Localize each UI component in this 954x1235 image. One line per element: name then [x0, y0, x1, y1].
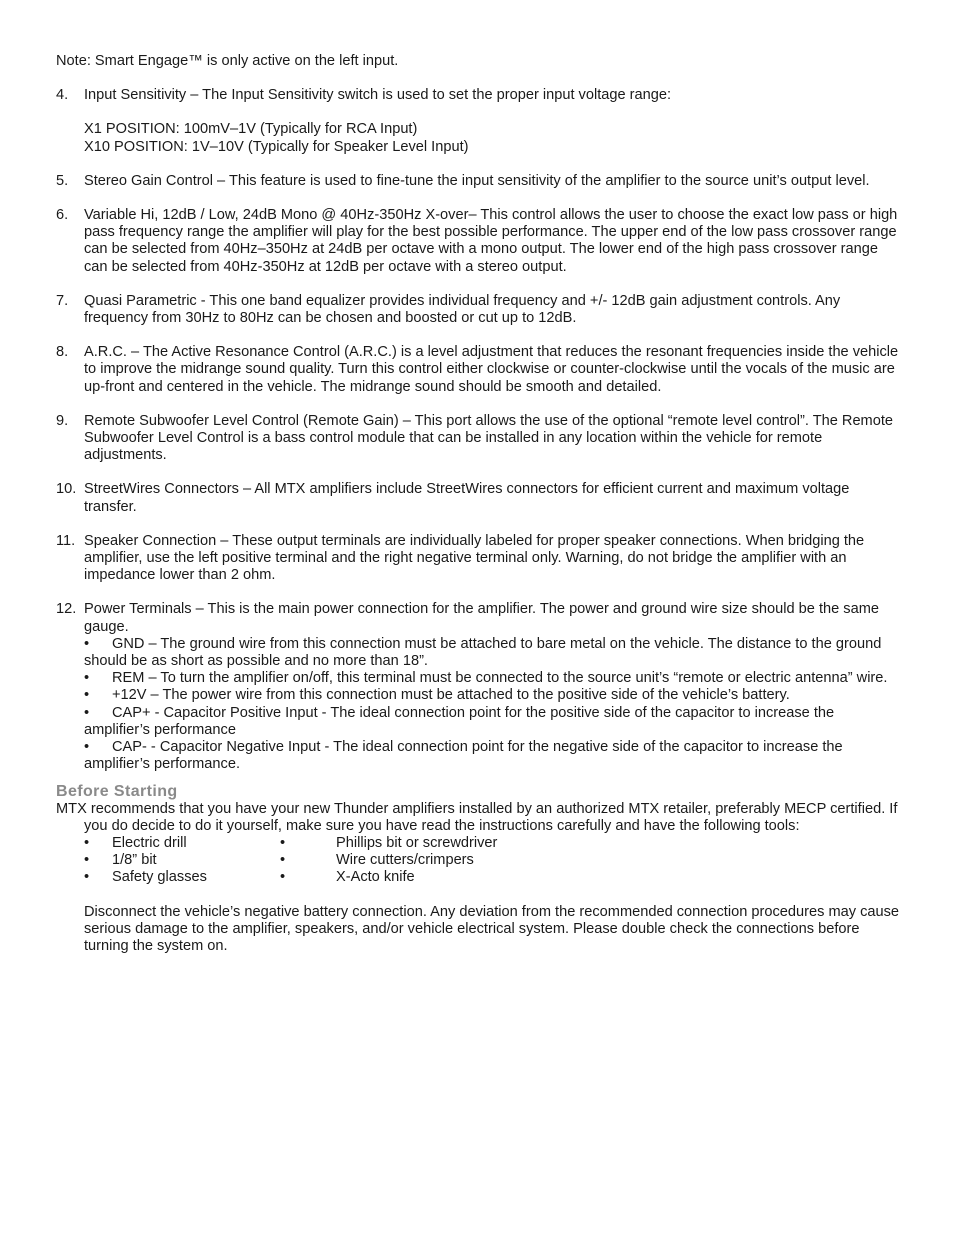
tool-item: Safety glasses	[112, 869, 207, 886]
item-text: Speaker Connection – These output terminals are individually labeled for proper speaker connections. When bridging the amplifier, use the left positive terminal and the right negative terminal only. Warning, do not bridge the amplifier with an impedance lower than 2 ohm.	[84, 532, 865, 584]
section-intro: MTX recommends that you have your new Thunder amplifiers installed by an authorized MTX retailer, preferably MECP certified. If you do decide to do it yourself, make sure you have read the instructions carefully and have the following tools:	[56, 800, 898, 834]
bullet-gnd	[84, 636, 901, 670]
tool-row	[84, 869, 901, 886]
x10-position: X10 POSITION: 1V–10V (Typically for Speaker Level Input)	[84, 138, 469, 155]
bullet-glyph: •	[84, 869, 90, 886]
bullet-cap-plus	[84, 705, 901, 739]
bullet-text: CAP+ - Capacitor Positive Input - The ideal connection point for the positive side of the capacitor to increase the amplifier’s performance	[84, 704, 835, 738]
item-number: 8.	[56, 344, 69, 361]
item-number: 9.	[56, 412, 69, 429]
item-text: Stereo Gain Control – This feature is used to fine-tune the input sensitivity of the amplifier to the source unit’s output level.	[84, 172, 870, 189]
tool-item: Electric drill	[112, 834, 187, 851]
bullet-text: CAP- - Capacitor Negative Input - The ideal connection point for the negative side of the capacitor to increase the amplifier’s performance.	[84, 739, 843, 773]
item-number: 5.	[56, 172, 69, 189]
list-item-8	[56, 344, 901, 396]
item-number: 6.	[56, 207, 69, 224]
item-number: 7.	[56, 292, 69, 309]
item-number: 10.	[56, 481, 77, 498]
before-starting-section	[56, 783, 901, 956]
bullet-glyph: •	[280, 834, 286, 851]
bullet-glyph: •	[280, 852, 286, 869]
list-item-12	[56, 601, 901, 773]
tool-item: 1/8” bit	[112, 852, 157, 869]
bullet-glyph: •	[84, 670, 90, 687]
item-text: A.R.C. – The Active Resonance Control (A.R.C.) is a level adjustment that reduces the resonant frequencies inside the vehicle to improve the midrange sound quality. Turn this control either clockwise or counter-clockwise until the vocals of the music are up-front and centered in the vehicle. The midrange sound should be smooth and detailed.	[84, 344, 899, 395]
bullet-glyph: •	[84, 852, 90, 869]
bullet-cap-minus	[84, 739, 901, 773]
bullet-text: GND – The ground wire from this connection must be attached to bare metal on the vehicle. The distance to the ground should be as short as possible and no more than 18”.	[84, 635, 882, 670]
x1-position: X1 POSITION: 100mV–1V (Typically for RCA Input)	[84, 121, 418, 138]
item-text: Quasi Parametric - This one band equalizer provides individual frequency and +/- 12dB gain adjustment controls. Any frequency from 30Hz to 80Hz can be chosen and boosted or cut up to 12dB.	[84, 292, 841, 327]
list-item-6	[56, 207, 901, 276]
closing-paragraph: Disconnect the vehicle’s negative battery connection. Any deviation from the recommended connection procedures may cause serious damage to the amplifier, speakers, and/or vehicle electrical system. Please double check the connections before turning the system on.	[84, 903, 900, 954]
item-text: Variable Hi, 12dB / Low, 24dB Mono @ 40Hz-350Hz X-over– This control allows the user to choose the exact low pass or high pass frequency range the amplifier will play for the best possible performance. The upper end of the low pass crossover range can be selected from 40Hz–350Hz at 24dB per octave with a mono output. The lower end of the high pass crossover range can be selected from 40Hz-350Hz at 12dB per octave with a stereo output.	[84, 207, 898, 275]
tool-row	[84, 852, 901, 869]
document-page	[56, 53, 901, 955]
section-heading: Before Starting	[56, 782, 178, 800]
sensitivity-positions	[84, 121, 901, 155]
bullet-glyph: •	[84, 739, 90, 756]
bullet-text: +12V – The power wire from this connection must be attached to the positive side of the vehicle’s battery.	[112, 687, 790, 704]
item-number: 4.	[56, 87, 69, 104]
bullet-glyph: •	[84, 704, 90, 721]
tool-item: X-Acto knife	[336, 869, 415, 886]
note-text: Note: Smart Engage™ is only active on the left input.	[56, 53, 399, 69]
item-text: Power Terminals – This is the main power connection for the amplifier. The power and ground wire size should be the same gauge.	[84, 601, 879, 635]
list-item-4	[56, 87, 901, 156]
tool-item: Phillips bit or screwdriver	[336, 834, 498, 851]
bullet-glyph: •	[84, 635, 90, 652]
list-item-7	[56, 293, 901, 327]
item-text: StreetWires Connectors – All MTX amplifiers include StreetWires connectors for efficient current and maximum voltage transfer.	[84, 481, 850, 515]
bullet-glyph: •	[280, 869, 286, 886]
list-item-9	[56, 413, 901, 465]
tools-list	[56, 835, 901, 887]
bullet-glyph: •	[84, 834, 90, 851]
item-text: Remote Subwoofer Level Control (Remote Gain) – This port allows the use of the optional “remote level control”. The Remote Subwoofer Level Control is a bass control module that can be installed in any location within the vehicle for remote adjustments.	[84, 412, 893, 464]
list-item-11	[56, 533, 901, 585]
bullet-text: REM – To turn the amplifier on/off, this terminal must be connected to the source unit’s “remote or electric antenna” wire.	[112, 670, 888, 687]
list-item-5	[56, 173, 901, 190]
bullet-glyph: •	[84, 687, 90, 704]
list-item-10	[56, 481, 901, 515]
bullet-12v	[84, 687, 901, 704]
tool-row	[84, 835, 901, 852]
item-number: 11.	[56, 532, 76, 549]
bullet-rem	[84, 670, 901, 687]
tool-item: Wire cutters/crimpers	[336, 852, 474, 869]
item-text: Input Sensitivity – The Input Sensitivity switch is used to set the proper input voltage range:	[84, 87, 672, 104]
item-number: 12.	[56, 601, 77, 618]
